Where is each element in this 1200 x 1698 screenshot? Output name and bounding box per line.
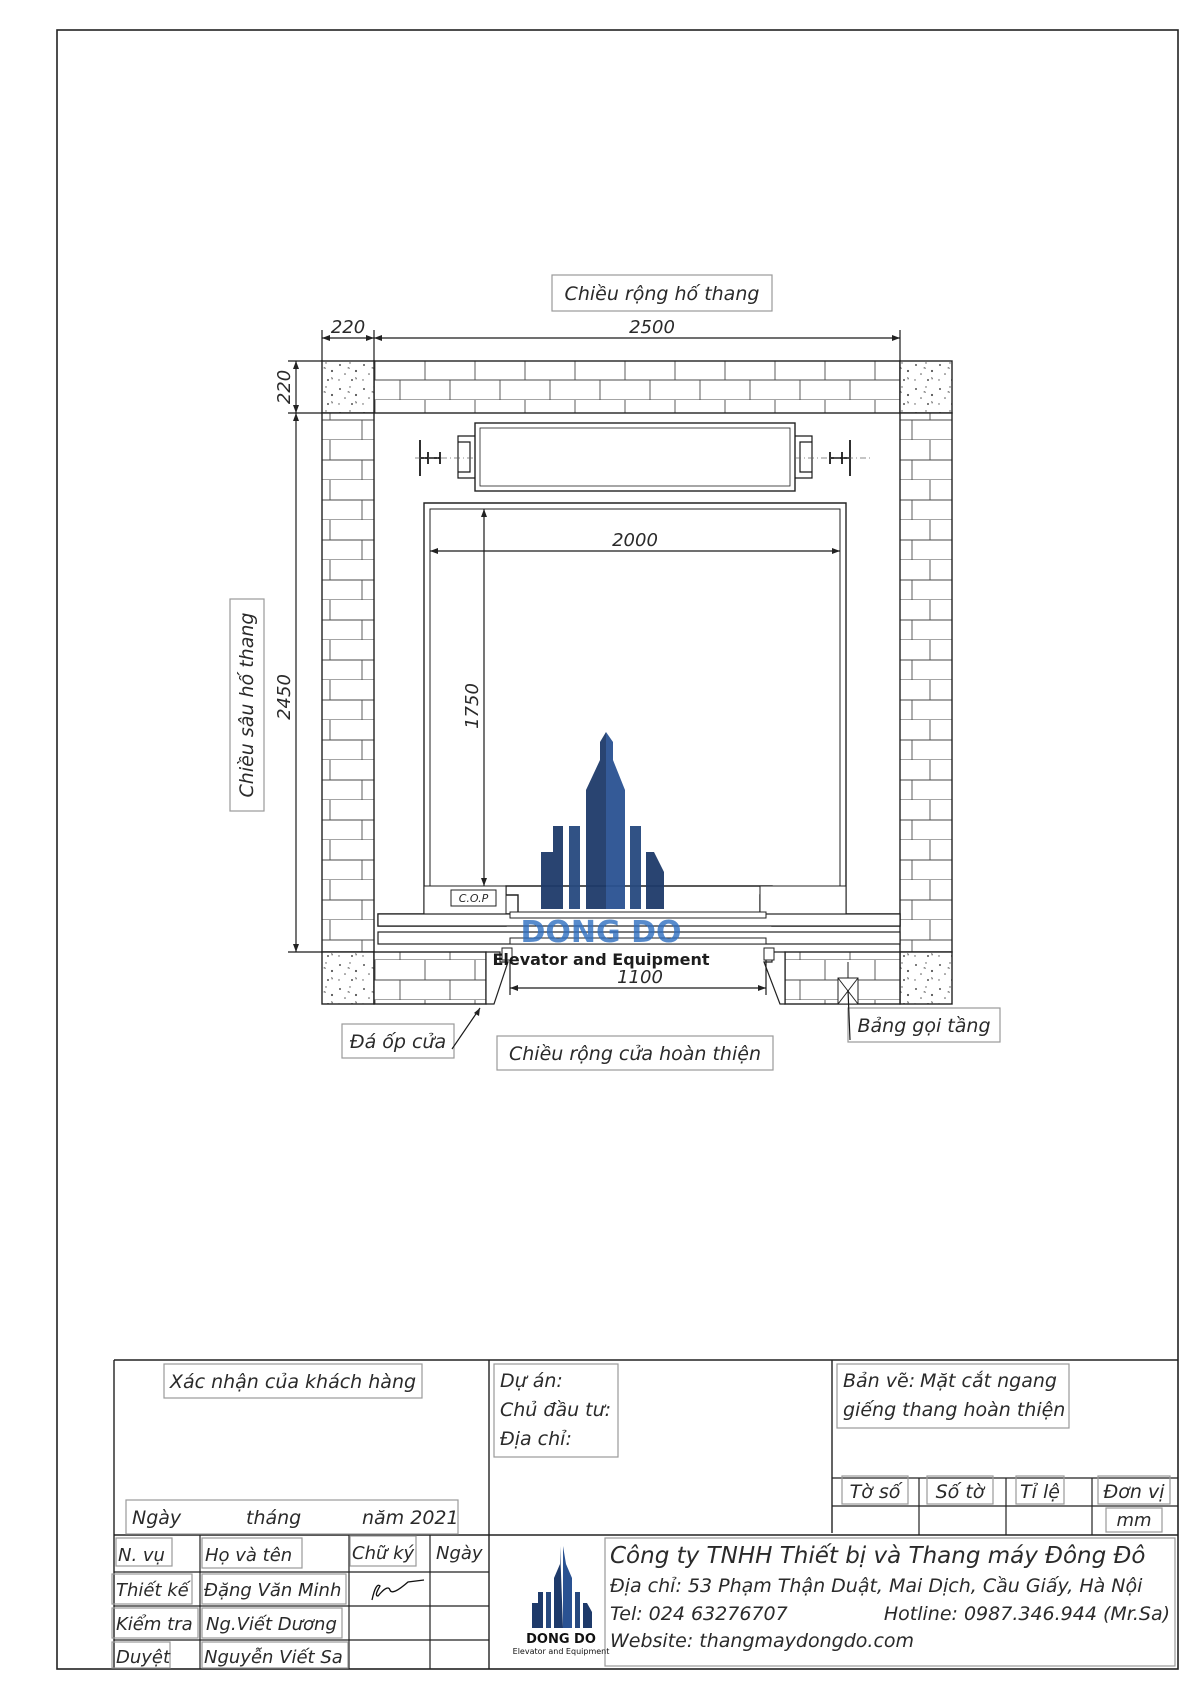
dim-shaft-width-text: 2500 <box>629 317 675 338</box>
name-design: Đặng Văn Minh <box>204 1580 342 1601</box>
company-tel: Tel: 024 63276707 <box>610 1603 788 1625</box>
company-website: Website: thangmaydongdo.com <box>610 1630 915 1652</box>
dim-shaft-depth-text: 2450 <box>274 674 295 720</box>
project-label: Dự án: <box>500 1370 563 1392</box>
counterweight <box>475 423 795 491</box>
corner-column-top-right <box>900 361 952 413</box>
roles-header-signature: Chữ ký <box>352 1543 415 1564</box>
dim-door-width-text: 1100 <box>617 967 663 988</box>
sheet-count-label: Số tờ <box>935 1481 985 1503</box>
front-wall-left <box>374 952 486 1004</box>
company-logo-tagline: Elevator and Equipment <box>512 1647 610 1656</box>
role-design: Thiết kế <box>116 1580 189 1601</box>
role-check: Kiểm tra <box>116 1614 193 1635</box>
floor-plan <box>230 275 1000 1070</box>
label-shaft-width-text: Chiều rộng hố thang <box>564 283 760 305</box>
date-day: Ngày <box>132 1507 182 1529</box>
name-check: Ng.Viết Dương <box>206 1614 337 1635</box>
dim-wall-top-thickness <box>274 361 322 413</box>
label-door-stone <box>342 1008 480 1058</box>
corner-column-bottom-right <box>900 952 952 1004</box>
drawing-title-prefix: Bản vẽ: <box>843 1370 916 1392</box>
drawing-title-line1: Mặt cắt ngang <box>920 1370 1057 1392</box>
company-address: Địa chỉ: 53 Phạm Thận Duật, Mai Dịch, Cầu Giấy, Hà Nội <box>610 1575 1143 1597</box>
label-finished-door-width <box>497 1036 773 1070</box>
watermark-tagline: Elevator and Equipment <box>492 950 710 969</box>
unit-value: mm <box>1116 1510 1152 1531</box>
label-shaft-depth-text: Chiều sâu hố thang <box>236 612 258 798</box>
investor-label: Chủ đầu tư: <box>500 1399 612 1421</box>
dim-wall-left-width <box>322 317 374 361</box>
corner-column-bottom-left <box>322 952 374 1004</box>
customer-confirmation: Xác nhận của khách hàng <box>169 1371 417 1393</box>
title-block <box>112 1360 1178 1669</box>
company-name: Công ty TNHH Thiết bị và Thang máy Đông Đô <box>610 1543 1146 1569</box>
watermark-brand: DONG DO <box>520 915 682 950</box>
company-hotline: Hotline: 0987.346.944 (Mr.Sa) <box>883 1603 1170 1625</box>
scale-label: Tỉ lệ <box>1020 1481 1060 1503</box>
roles-header-name: Họ và tên <box>205 1545 293 1566</box>
top-wall <box>374 361 900 413</box>
company-logo <box>513 1546 610 1656</box>
date-month: tháng <box>246 1507 302 1529</box>
roles-header-date: Ngày <box>436 1543 483 1564</box>
left-wall <box>322 413 374 952</box>
dim-cabin-depth-text: 1750 <box>462 683 483 729</box>
dim-cabin-width-text: 2000 <box>612 530 658 551</box>
sheet-no-label: Tờ số <box>849 1481 901 1503</box>
cop-label: C.O.P <box>458 892 489 905</box>
roles-header-role: N. vụ <box>118 1545 165 1566</box>
drawing-title-line2: giếng thang hoàn thiện <box>843 1399 1066 1421</box>
label-door-stone-text: Đá ốp cửa <box>349 1031 447 1053</box>
dim-shaft-width <box>374 317 900 361</box>
date-year: năm 2021 <box>362 1507 459 1529</box>
company-logo-text: DONG DO <box>526 1632 596 1647</box>
label-shaft-width <box>552 275 772 311</box>
label-finished-door-width-text: Chiều rộng cửa hoàn thiện <box>508 1043 762 1065</box>
dim-wall-top-thickness-text: 220 <box>274 369 295 405</box>
label-call-panel-text: Bảng gọi tầng <box>857 1015 991 1037</box>
address-label: Địa chỉ: <box>500 1428 572 1450</box>
unit-label: Đơn vị <box>1103 1481 1165 1503</box>
label-shaft-depth <box>230 599 264 811</box>
right-wall <box>900 413 952 952</box>
name-approve: Nguyễn Viết Sa <box>204 1647 343 1668</box>
role-approve: Duyệt <box>116 1647 171 1668</box>
signature <box>372 1580 424 1600</box>
dim-shaft-depth <box>274 413 322 952</box>
dim-wall-left-width-text: 220 <box>330 317 366 338</box>
corner-column-top-left <box>322 361 374 413</box>
